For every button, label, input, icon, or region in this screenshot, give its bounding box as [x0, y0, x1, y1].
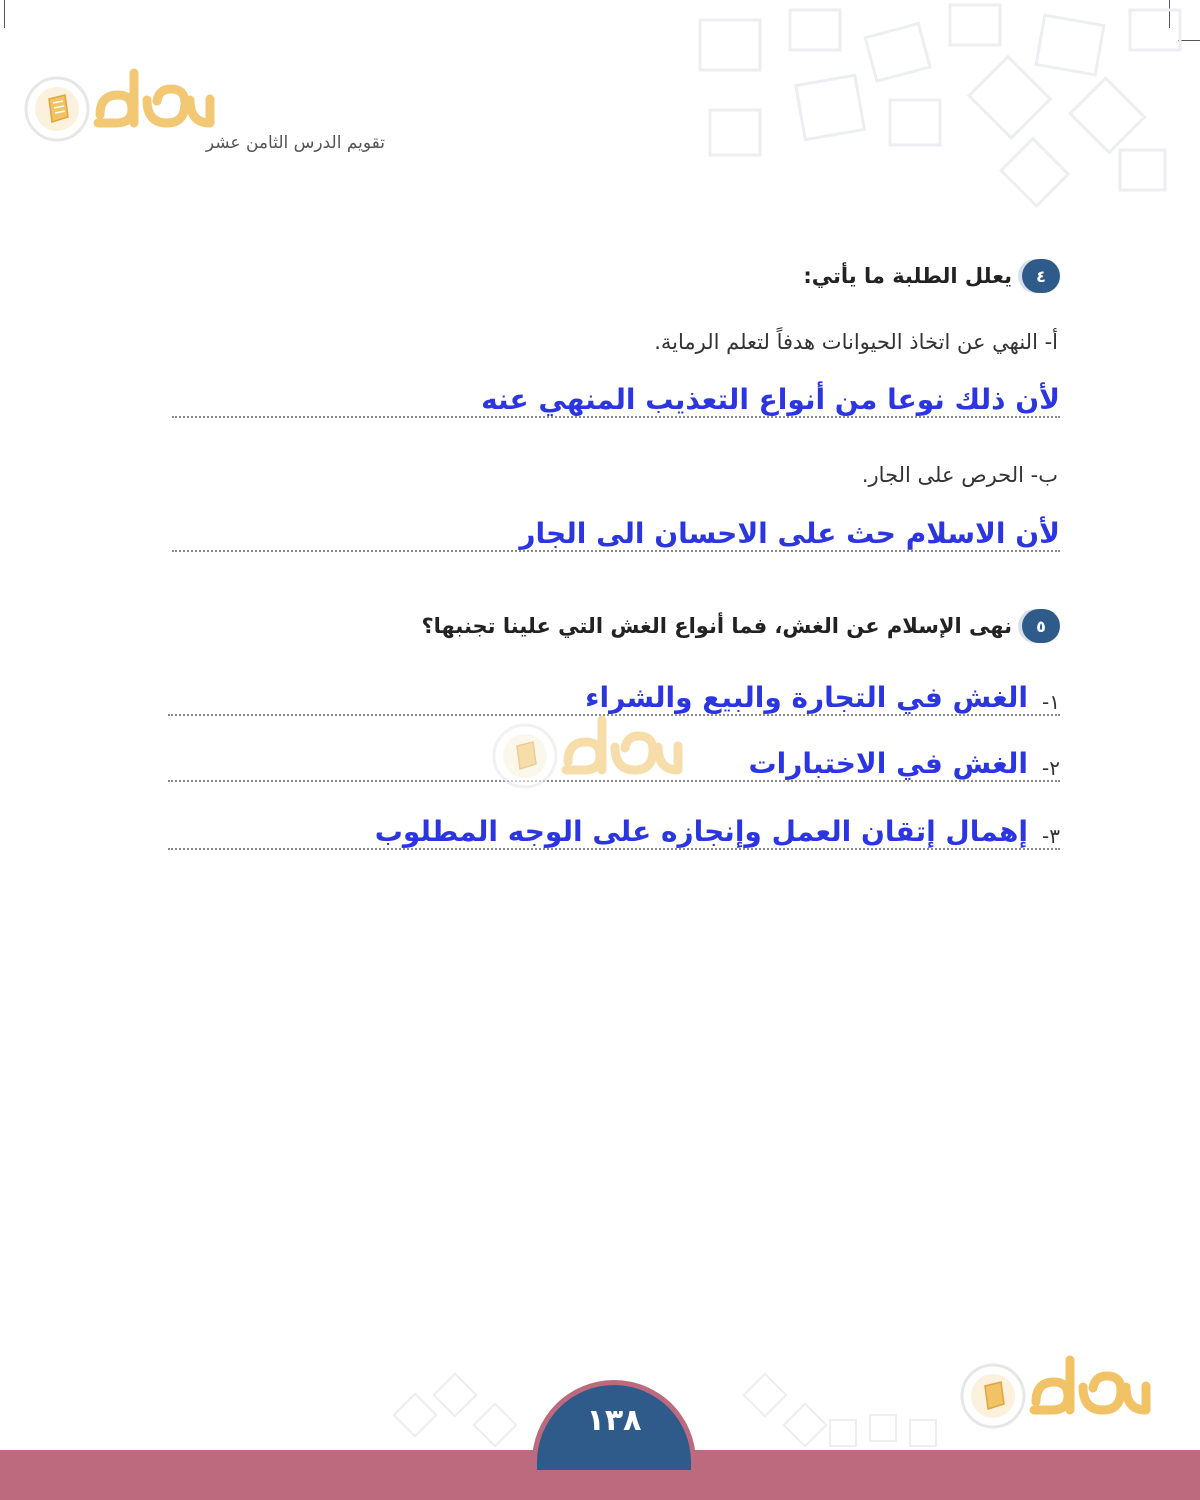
- question-5-heading: [421, 606, 1060, 646]
- sub-question-a: أ- النهي عن اتخاذ الحيوانات هدفاً لتعلم الرماية.: [654, 330, 1058, 354]
- list-number: ٢-: [1042, 756, 1060, 780]
- answer-text: الغش في التجارة والبيع والشراء: [585, 681, 1029, 715]
- answer-text: لأن الاسلام حث على الاحسان الى الجار: [519, 517, 1060, 551]
- answer-line-3: [168, 804, 1060, 850]
- lesson-title: تقويم الدرس الثامن عشر: [205, 133, 385, 153]
- decorative-pattern-top: [680, 0, 1200, 230]
- answer-line-1: [168, 670, 1060, 716]
- page-number: ١٣٨: [532, 1380, 696, 1470]
- answer-text: الغش في الاختبارات: [748, 747, 1029, 781]
- answer-line-b: [172, 506, 1060, 552]
- question-4-heading: [803, 256, 1060, 296]
- hulul-watermark-icon: [490, 712, 700, 792]
- answer-line-a: [172, 372, 1060, 418]
- answer-text: إهمال إتقان العمل وإنجازه على الوجه المطلوب: [374, 815, 1029, 849]
- list-number: ٣-: [1042, 824, 1060, 848]
- question-number-badge: ٤: [1022, 259, 1060, 293]
- question-text: نهى الإسلام عن الغش، فما أنواع الغش التي علينا تجنبها؟: [421, 614, 1012, 638]
- sub-question-b: ب- الحرص على الجار.: [861, 463, 1058, 487]
- question-number-badge: ٥: [1022, 609, 1060, 643]
- list-number: ١-: [1042, 690, 1060, 714]
- question-text: يعلل الطلبة ما يأتي:: [803, 264, 1012, 288]
- answer-text: لأن ذلك نوعا من أنواع التعذيب المنهي عنه: [481, 383, 1060, 417]
- hulul-logo-bottom-icon: [958, 1352, 1168, 1432]
- crop-mark-left: [4, 0, 5, 28]
